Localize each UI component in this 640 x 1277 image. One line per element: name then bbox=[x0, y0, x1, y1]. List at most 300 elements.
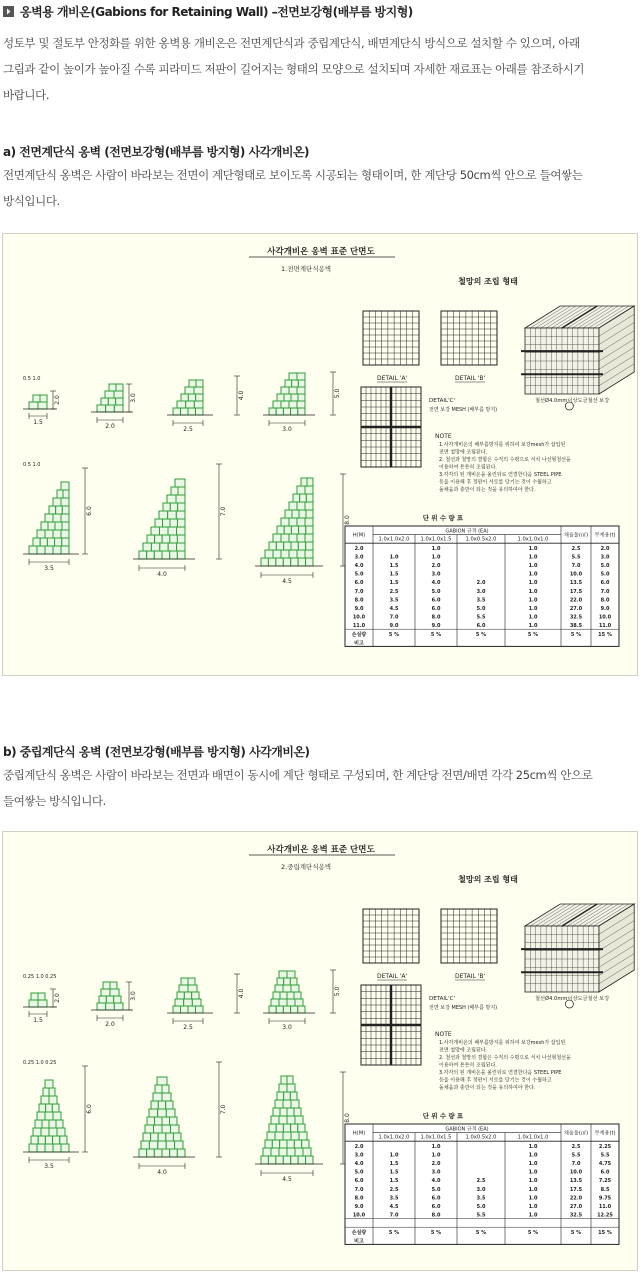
gabion-block bbox=[38, 1136, 45, 1144]
table-cell: 1.0 bbox=[528, 1195, 538, 1202]
gabion-block bbox=[290, 1092, 297, 1100]
gabion-block bbox=[173, 408, 181, 415]
gabion-block bbox=[37, 1112, 45, 1120]
gabion-block bbox=[108, 398, 115, 405]
wire-label: 철선Ø4.0mm이상도금철선 보강 bbox=[535, 996, 610, 1002]
table-cell: 8.0 bbox=[354, 1195, 364, 1202]
table-cell: 1.0 bbox=[528, 1152, 538, 1159]
note-line: 3.각각의 된 개비온을 올린뒤로 연결한다음 STEEL PIPE bbox=[439, 1070, 562, 1076]
gabion-block bbox=[145, 1125, 154, 1133]
table-cell: 3.5 bbox=[389, 597, 399, 604]
note-line: 돌채움과 충만이 되는 것을 유의하여야 한다. bbox=[439, 487, 536, 493]
gabion-block bbox=[61, 482, 69, 490]
gabion-stack bbox=[255, 478, 323, 566]
table-cell: 6.0 bbox=[600, 1169, 610, 1176]
mesh-frame bbox=[363, 311, 419, 365]
figure-front-stepped-wall bbox=[2, 233, 638, 676]
table-cell: 8.0 bbox=[431, 1212, 441, 1219]
table-cell: 7.0 bbox=[354, 588, 364, 595]
gabion-block bbox=[154, 551, 162, 559]
table-cell: 2.25 bbox=[598, 1143, 612, 1150]
mesh-label: 전면 보강 MESH (배부름 방지) bbox=[429, 1005, 498, 1011]
gabion-block bbox=[175, 1141, 183, 1149]
quantity-table bbox=[345, 526, 619, 646]
table-cell: 1.0 bbox=[431, 554, 441, 561]
gabion-block bbox=[268, 558, 275, 566]
gabion-block bbox=[298, 558, 305, 566]
table-cell: 1.0 bbox=[528, 1204, 538, 1210]
gabion-block bbox=[283, 1124, 290, 1132]
gabion-block bbox=[114, 1003, 123, 1010]
note-line: 이용하여 튼튼히 조립된다. bbox=[439, 1062, 497, 1069]
gabion-block bbox=[143, 543, 151, 551]
table-cell: 5.0 bbox=[476, 1204, 486, 1210]
gabion-block bbox=[35, 1120, 42, 1128]
gabion-block bbox=[49, 1120, 56, 1128]
gabion-block bbox=[290, 978, 297, 985]
gabion-stack bbox=[91, 982, 133, 1010]
gabion-block bbox=[283, 1006, 290, 1013]
gabion-cage-3d bbox=[521, 306, 638, 410]
table-header-cell: 1.0x1.0x1.5 bbox=[420, 536, 452, 543]
table-cell: 11.0 bbox=[598, 623, 612, 630]
gabion-block bbox=[176, 511, 185, 519]
gabion-block bbox=[291, 526, 298, 534]
detail-a-label: DETAIL 'A' bbox=[377, 973, 408, 980]
gabion-block bbox=[177, 1149, 185, 1157]
gabion-block bbox=[275, 1132, 283, 1140]
gabion-block bbox=[276, 558, 283, 566]
note-line: 2. 철선과 철망의 결합은 수직의 수평으로 서치 나선형철선을 bbox=[439, 457, 571, 463]
gabion-block bbox=[184, 992, 191, 999]
gabion-block bbox=[60, 1136, 67, 1144]
gabion-block bbox=[275, 1100, 283, 1108]
drawing-middle-stepped bbox=[3, 832, 638, 1271]
gabion-block bbox=[178, 487, 185, 495]
note-line: 1.사각개비온의 배부름방지를 위하여 보강mesh가 삽입된 bbox=[439, 1040, 566, 1046]
gabion-block bbox=[45, 546, 53, 554]
table-cell: 1.0 bbox=[431, 1143, 441, 1150]
table-cell: 13.5 bbox=[569, 1178, 583, 1185]
gabion-block bbox=[53, 1136, 60, 1144]
gabion-block bbox=[158, 1109, 167, 1117]
table-cell: 3.0 bbox=[476, 588, 486, 595]
dimension-label: 2.0 bbox=[105, 423, 115, 430]
gabion-block bbox=[181, 978, 188, 985]
detail-c-label: DETAIL'C' bbox=[429, 398, 455, 404]
dimension-label: 8.0 bbox=[344, 1113, 351, 1123]
gabion-block bbox=[291, 1100, 299, 1108]
gabion-block bbox=[289, 373, 297, 380]
gabion-block bbox=[276, 542, 283, 550]
gabion-block bbox=[188, 985, 197, 992]
table-cell: 9.75 bbox=[598, 1195, 612, 1202]
gabion-block bbox=[41, 1096, 49, 1104]
gabion-block bbox=[105, 391, 114, 398]
gabion-block bbox=[158, 1101, 165, 1109]
gabion-block bbox=[163, 519, 171, 527]
gabion-block bbox=[287, 971, 295, 978]
gabion-block bbox=[305, 502, 313, 510]
gabion-block bbox=[171, 1125, 180, 1133]
table-cell: 13.5 bbox=[569, 580, 583, 587]
gabion-block bbox=[61, 498, 69, 506]
dimension-label: 2.0 bbox=[54, 395, 61, 405]
gabion-block bbox=[110, 982, 117, 989]
gabion-block bbox=[168, 527, 177, 535]
gabion-block bbox=[287, 1140, 294, 1148]
table-header-cell: 무게용(t) bbox=[594, 532, 616, 539]
gabion-block bbox=[163, 503, 170, 511]
table-cell: 11.0 bbox=[598, 1204, 612, 1210]
table-cell: 5.5 bbox=[476, 614, 486, 621]
gabion-block bbox=[297, 550, 305, 558]
gabion-stack bbox=[23, 395, 57, 409]
gabion-block bbox=[114, 996, 121, 1003]
gabion-block bbox=[273, 992, 280, 999]
gabion-block bbox=[178, 519, 186, 527]
table-cell: 3.0 bbox=[600, 554, 610, 561]
gabion-block bbox=[62, 538, 69, 546]
drawing-title: 사각개비온 옹벽 표준 단면도 bbox=[267, 247, 375, 257]
gabion-block bbox=[31, 993, 38, 1000]
gabion-block bbox=[45, 514, 53, 522]
table-cell: 38.5 bbox=[569, 623, 583, 630]
table-cell: 12.25 bbox=[597, 1212, 613, 1219]
note-line: 전면 철망에 조립된다. bbox=[439, 449, 488, 456]
gabion-cage-3d bbox=[521, 904, 638, 1008]
table-cell: 3.0 bbox=[354, 554, 364, 561]
gabion-block bbox=[283, 1156, 290, 1164]
table-cell: 4.0 bbox=[354, 563, 364, 569]
gabion-block bbox=[283, 1100, 291, 1108]
table-cell: 5 % bbox=[475, 1229, 487, 1236]
gabion-block bbox=[166, 1133, 174, 1141]
gabion-block bbox=[298, 394, 305, 401]
section-a-heading: a) 전면계단식 옹벽 (전면보강형(배부름 방지형) 사각개비온) bbox=[3, 145, 310, 159]
gabion-block bbox=[306, 558, 313, 566]
gabion-block bbox=[33, 1128, 41, 1136]
gabion-block bbox=[280, 1140, 287, 1148]
gabion-block bbox=[298, 1156, 305, 1164]
gabion-block bbox=[154, 1125, 163, 1133]
table-cell: 1.0 bbox=[528, 1143, 538, 1150]
gabion-block bbox=[160, 527, 169, 535]
gabion-block bbox=[116, 384, 123, 391]
gabion-block bbox=[177, 401, 186, 408]
section-b-paragraph bbox=[3, 762, 633, 814]
table-cell: 7.0 bbox=[389, 614, 399, 621]
table-cell: 6.0 bbox=[354, 580, 364, 587]
gabion-block bbox=[31, 1136, 38, 1144]
gabion-block bbox=[40, 538, 47, 546]
gabion-block bbox=[38, 1000, 47, 1007]
gabion-block bbox=[289, 550, 297, 558]
table-cell: 17.5 bbox=[569, 1186, 583, 1193]
gabion-stack bbox=[263, 971, 315, 1013]
table-cell: 1.0 bbox=[389, 1152, 399, 1159]
table-cell: 1.5 bbox=[389, 580, 399, 587]
gabion-block bbox=[49, 1096, 57, 1104]
section-b-heading: b) 중립계단식 옹벽 (전면보강형(배부름 방지형) 사각개비온) bbox=[3, 745, 310, 759]
gabion-block bbox=[263, 1148, 271, 1156]
table-header-cell: 1.0x0.5x2.0 bbox=[465, 536, 497, 543]
gabion-block bbox=[45, 1112, 53, 1120]
table-cell: 6.0 bbox=[354, 1178, 364, 1185]
section-header bbox=[0, 0, 640, 22]
gabion-block bbox=[295, 1148, 303, 1156]
table-cell: 2.0 bbox=[600, 545, 610, 552]
table-cell: 2.5 bbox=[571, 545, 581, 552]
note-line: 등을 이용해 후 정판이 서로를 당기는 것이 수월하고 bbox=[439, 479, 552, 486]
gabion-block bbox=[149, 1109, 158, 1117]
table-cell: 3.0 bbox=[431, 571, 441, 578]
table-cell: 2.5 bbox=[389, 588, 399, 595]
gabion-block bbox=[109, 384, 116, 391]
table-cell: 5 % bbox=[430, 1229, 442, 1236]
gabion-block bbox=[277, 394, 284, 401]
table-cell: 5.5 bbox=[571, 554, 581, 561]
gabion-block bbox=[287, 1084, 295, 1092]
gabion-block bbox=[179, 985, 188, 992]
quantity-table bbox=[345, 1124, 619, 1244]
gabion-block bbox=[265, 550, 273, 558]
dimension-label: 3.5 bbox=[44, 1163, 54, 1170]
gabion-block bbox=[151, 527, 160, 535]
gabion-block bbox=[170, 503, 177, 511]
table-cell: 1.0 bbox=[528, 1169, 538, 1176]
gabion-block bbox=[297, 502, 305, 510]
gabion-block bbox=[287, 1116, 295, 1124]
gabion-block bbox=[281, 1076, 287, 1084]
gabion-block bbox=[45, 1080, 53, 1088]
table-header-cell: 1.0x1.0x1.0 bbox=[517, 1134, 549, 1141]
gabion-block bbox=[287, 1148, 295, 1156]
dimension-label: 3.0 bbox=[282, 426, 292, 433]
gabion-block bbox=[294, 1108, 301, 1116]
gabion-block bbox=[285, 510, 292, 518]
gabion-block bbox=[158, 1141, 166, 1149]
gabion-block bbox=[181, 394, 188, 401]
dimension-label: 5.0 bbox=[334, 388, 341, 399]
dimension-label: 2.5 bbox=[183, 426, 193, 433]
gabion-block bbox=[277, 526, 284, 534]
table-cell: 5.0 bbox=[476, 606, 486, 612]
gabion-block bbox=[297, 401, 305, 408]
gabion-block bbox=[29, 1000, 38, 1007]
gabion-block bbox=[273, 401, 281, 408]
gabion-block bbox=[279, 971, 287, 978]
table-cell: 1.0 bbox=[431, 545, 441, 552]
mesh-panel-detail-b bbox=[441, 311, 497, 365]
gabion-block bbox=[285, 380, 292, 387]
gabion-block bbox=[275, 985, 283, 992]
gabion-block bbox=[97, 1003, 106, 1010]
gabion-block bbox=[291, 408, 298, 415]
gabion-block bbox=[196, 408, 204, 415]
intro-line: 바랍니다. bbox=[3, 88, 50, 102]
note-line: 돌채움과 충만이 되는 것을 유의하여야 한다. bbox=[439, 1085, 536, 1091]
gabion-stack bbox=[133, 479, 195, 559]
gabion-block bbox=[139, 551, 147, 559]
gabion-block bbox=[160, 543, 168, 551]
table-cell: 6.0 bbox=[600, 580, 610, 587]
gabion-block bbox=[62, 506, 69, 514]
assembly-title: 철망의 조립 형태 bbox=[458, 875, 518, 884]
gabion-block bbox=[297, 486, 305, 494]
dimension-label: 3.0 bbox=[282, 1024, 292, 1031]
gabion-block bbox=[305, 486, 313, 494]
table-cell: 17.5 bbox=[569, 588, 583, 595]
mesh-frame bbox=[363, 909, 419, 963]
gabion-block bbox=[29, 402, 38, 409]
gabion-stack bbox=[23, 482, 79, 554]
gabion-block bbox=[299, 1132, 307, 1140]
gabion-block bbox=[170, 1117, 178, 1125]
gabion-block bbox=[176, 495, 185, 503]
table-cell: 5.0 bbox=[600, 563, 610, 569]
gabion-block bbox=[151, 543, 159, 551]
table-cell: 1.5 bbox=[389, 571, 399, 578]
gabion-block bbox=[194, 401, 203, 408]
gabion-block bbox=[101, 398, 108, 405]
gabion-block bbox=[298, 380, 305, 387]
gabion-block bbox=[56, 506, 63, 514]
gabion-block bbox=[166, 1141, 174, 1149]
section-b-line: 들여쌓는 방식입니다. bbox=[3, 794, 106, 808]
table-cell: 1.0 bbox=[528, 588, 538, 595]
table-cell: 2.0 bbox=[476, 580, 486, 587]
table-cell: 2.0 bbox=[431, 1161, 441, 1167]
gabion-block bbox=[101, 989, 110, 996]
dimension-label: 0.5 1.0 bbox=[23, 376, 41, 382]
gabion-block bbox=[281, 550, 289, 558]
note-line: 1.사각개비온의 배부름방지를 위하여 보강mesh가 삽입된 bbox=[439, 442, 566, 448]
gabion-block bbox=[300, 494, 307, 502]
gabion-block bbox=[284, 542, 291, 550]
gabion-block bbox=[53, 1144, 61, 1152]
gabion-block bbox=[192, 999, 201, 1006]
dimension-label: 1.5 bbox=[33, 419, 43, 426]
gabion-block bbox=[293, 494, 300, 502]
gabion-block bbox=[155, 535, 163, 543]
table-cell: 10.0 bbox=[569, 1169, 583, 1176]
gabion-block bbox=[46, 1104, 53, 1112]
gabion-block bbox=[45, 1144, 53, 1152]
table-cell: 손실량 bbox=[351, 631, 367, 638]
table-cell: 5.0 bbox=[431, 588, 441, 595]
gabion-block bbox=[37, 546, 45, 554]
gabion-block bbox=[283, 1132, 291, 1140]
gabion-block bbox=[157, 1077, 167, 1085]
gabion-block bbox=[276, 1006, 283, 1013]
page-title: 옹벽용 개비온(Gabions for Retaining Wall) –전면보강형(배부름 방지형) bbox=[20, 4, 413, 19]
section-a-paragraph bbox=[3, 162, 633, 214]
gabion-block bbox=[284, 978, 291, 985]
table-cell: 1.5 bbox=[389, 1161, 399, 1167]
gabion-stack bbox=[23, 1080, 79, 1152]
gabion-stack bbox=[133, 1077, 195, 1157]
gabion-block bbox=[177, 551, 185, 559]
figure-middle-stepped-wall bbox=[2, 831, 638, 1271]
table-header-cell: 1.0x1.0x1.0 bbox=[517, 536, 549, 543]
gabion-block bbox=[114, 405, 123, 412]
gabion-block bbox=[170, 535, 178, 543]
gabion-block bbox=[106, 996, 113, 1003]
gabion-block bbox=[294, 992, 301, 999]
table-cell: 27.0 bbox=[569, 606, 583, 612]
table-cell: 4.75 bbox=[598, 1161, 612, 1167]
gabion-block bbox=[261, 1156, 268, 1164]
gabion-block bbox=[279, 1084, 287, 1092]
dimension-label: 6.0 bbox=[86, 1104, 93, 1114]
table-cell: 7.0 bbox=[354, 1186, 364, 1193]
table-cell: 1.0 bbox=[431, 1152, 441, 1159]
table-cell: 7.0 bbox=[571, 563, 581, 569]
gabion-block bbox=[175, 999, 184, 1006]
gabion-block bbox=[154, 1149, 162, 1157]
gabion-block bbox=[295, 999, 303, 1006]
gabion-block bbox=[63, 490, 69, 498]
gabion-block bbox=[49, 1088, 55, 1096]
gabion-block bbox=[291, 1124, 298, 1132]
gabion-block bbox=[265, 1140, 272, 1148]
dimension-label: 8.0 bbox=[344, 515, 351, 525]
dimension-label: 2.5 bbox=[183, 1024, 193, 1031]
table-group-header: GABION 규격 (EA) bbox=[445, 528, 489, 535]
table-cell: 7.0 bbox=[389, 1212, 399, 1219]
gabion-block bbox=[291, 1156, 298, 1164]
gabion-block bbox=[53, 514, 61, 522]
gabion-block bbox=[284, 1092, 291, 1100]
gabion-block bbox=[297, 373, 305, 380]
table-cell: 2.0 bbox=[431, 563, 441, 569]
intro-line: 성토부 및 절토부 안정화를 위한 옹벽용 개비온은 전면계단식과 중립계단식, 배면계단식 방식으로 설치할 수 있으며, 아래 bbox=[3, 36, 580, 50]
dimension-label: 4.0 bbox=[238, 988, 245, 999]
dimension-label: 4.0 bbox=[157, 1169, 167, 1176]
table-cell: 4.5 bbox=[389, 1204, 399, 1210]
notes-title: NOTE bbox=[435, 433, 452, 440]
dimension-label: 5.0 bbox=[334, 986, 341, 997]
gabion-block bbox=[175, 479, 185, 487]
gabion-block bbox=[194, 387, 203, 394]
gabion-block bbox=[289, 502, 297, 510]
table-cell: 22.0 bbox=[569, 597, 583, 604]
dimension-label: 7.0 bbox=[220, 506, 227, 517]
table-cell: 5.5 bbox=[600, 1152, 610, 1159]
gabion-block bbox=[53, 546, 61, 554]
detail-a-label: DETAIL 'A' bbox=[377, 375, 408, 382]
gabion-block bbox=[269, 408, 276, 415]
gabion-block bbox=[177, 543, 185, 551]
gabion-block bbox=[283, 985, 291, 992]
gabion-block bbox=[188, 408, 196, 415]
table-cell: 7.0 bbox=[600, 588, 610, 595]
gabion-block bbox=[269, 1124, 276, 1132]
table-cell: 5 % bbox=[475, 631, 487, 638]
gabion-block bbox=[143, 1133, 151, 1141]
dimension-label: 4.0 bbox=[238, 390, 245, 401]
gabion-block bbox=[162, 1125, 171, 1133]
table-cell: 비고 bbox=[354, 640, 364, 647]
gabion-block bbox=[301, 478, 307, 486]
gabion-block bbox=[273, 550, 281, 558]
table-cell: 3.5 bbox=[476, 597, 486, 604]
gabion-block bbox=[170, 1149, 178, 1157]
table-cell: 7.25 bbox=[598, 1178, 612, 1185]
gabion-block bbox=[305, 550, 313, 558]
table-cell: 5.0 bbox=[431, 1186, 441, 1193]
